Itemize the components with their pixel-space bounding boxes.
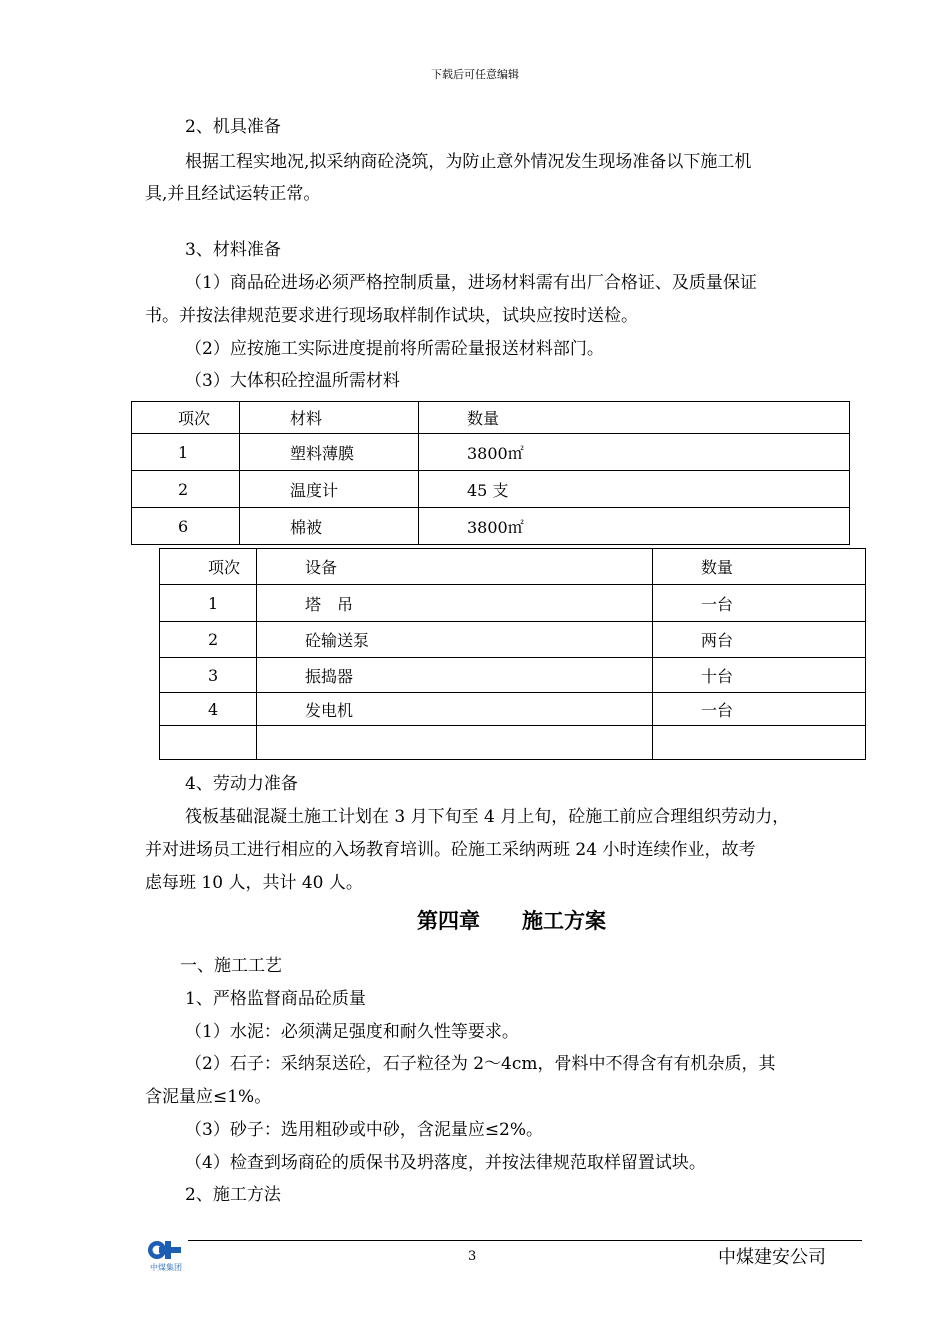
footer-divider xyxy=(188,1240,862,1241)
table-row xyxy=(160,693,866,726)
paragraph-line: （3）砂子：选用粗砂或中砂，含泥量应≤2%。 xyxy=(185,1120,544,1140)
table-header-cell: 项次 xyxy=(132,402,240,434)
section-heading: 3、材料准备 xyxy=(185,240,281,260)
paragraph-line: 并对进场员工进行相应的入场教育培训。砼施工采纳两班 24 小时连续作业，故考 xyxy=(145,840,756,860)
section-heading: 1、严格监督商品砼质量 xyxy=(185,989,366,1009)
paragraph-line: （2）石子：采纳泵送砼，石子粒径为 2～4cm，骨料中不得含有有机杂质，其 xyxy=(185,1054,776,1074)
table-row xyxy=(160,622,866,658)
page-header: 下载后可任意编辑 xyxy=(431,68,519,81)
table-header-cell: 项次 xyxy=(160,549,257,585)
paragraph-line: 筏板基础混凝土施工计划在 3 月下旬至 4 月上旬，砼施工前应合理组织劳动力， xyxy=(185,807,790,827)
table-header-cell: 数量 xyxy=(653,549,866,585)
table-header-cell: 数量 xyxy=(419,402,850,434)
paragraph-line: （1）商品砼进场必须严格控制质量，进场材料需有出厂合格证、及质量保证 xyxy=(185,273,757,293)
table-header-row xyxy=(132,402,850,434)
paragraph-line: （3）大体积砼控温所需材料 xyxy=(185,371,400,391)
table-cell: 4 xyxy=(160,693,257,726)
table-row xyxy=(132,471,850,508)
table-cell: 两台 xyxy=(653,622,866,658)
page-number: 3 xyxy=(468,1249,477,1264)
table-cell xyxy=(160,726,257,760)
paragraph-line: （4）检查到场商砼的质保书及坍落度，并按法律规范取样留置试块。 xyxy=(185,1153,706,1173)
table-header-cell: 材料 xyxy=(240,402,419,434)
equipment-table xyxy=(159,548,866,760)
paragraph-line: 根据工程实地况,拟采纳商砼浇筑，为防止意外情况发生现场准备以下施工机 xyxy=(185,152,752,172)
table-cell xyxy=(257,726,653,760)
table-cell: 3800㎡ xyxy=(419,508,850,545)
table-cell: 1 xyxy=(132,434,240,471)
table-cell: 一台 xyxy=(653,693,866,726)
section-heading: 一、施工工艺 xyxy=(180,956,282,976)
table-cell: 发电机 xyxy=(257,693,653,726)
table-cell: 振捣器 xyxy=(257,658,653,693)
table-header-row xyxy=(160,549,866,585)
table-cell: 温度计 xyxy=(240,471,419,508)
table-row xyxy=(160,658,866,693)
table-cell: 一台 xyxy=(653,585,866,622)
table-row xyxy=(160,726,866,760)
table-cell: 棉被 xyxy=(240,508,419,545)
table-cell: 3 xyxy=(160,658,257,693)
section-heading: 2、机具准备 xyxy=(185,117,281,137)
paragraph-line: （1）水泥：必须满足强度和耐久性等要求。 xyxy=(185,1022,519,1042)
paragraph-line: 含泥量应≤1%。 xyxy=(145,1087,272,1107)
chapter-title: 第四章 施工方案 xyxy=(417,909,606,933)
table-cell xyxy=(653,726,866,760)
table-cell: 6 xyxy=(132,508,240,545)
table-header-cell: 设备 xyxy=(257,549,653,585)
section-heading: 2、施工方法 xyxy=(185,1185,281,1205)
table-cell: 2 xyxy=(160,622,257,658)
table-cell: 塔 吊 xyxy=(257,585,653,622)
table-cell: 十台 xyxy=(653,658,866,693)
paragraph-line: 具,并且经试运转正常。 xyxy=(145,184,321,204)
paragraph-line: （2）应按施工实际进度提前将所需砼量报送材料部门。 xyxy=(185,339,604,359)
table-cell: 45 支 xyxy=(419,471,850,508)
table-row xyxy=(160,585,866,622)
paragraph-line: 书。并按法律规范要求进行现场取样制作试块，试块应按时送检。 xyxy=(145,306,638,326)
section-heading: 4、劳动力准备 xyxy=(185,774,298,794)
company-logo xyxy=(146,1238,186,1272)
materials-table xyxy=(131,401,850,545)
company-name: 中煤建安公司 xyxy=(718,1247,826,1268)
table-row xyxy=(132,434,850,471)
table-cell: 3800㎡ xyxy=(419,434,850,471)
table-cell: 2 xyxy=(132,471,240,508)
table-cell: 塑料薄膜 xyxy=(240,434,419,471)
table-row xyxy=(132,508,850,545)
table-cell: 砼输送泵 xyxy=(257,622,653,658)
logo-icon xyxy=(146,1238,186,1272)
logo-text: 中煤集团 xyxy=(150,1263,182,1272)
paragraph-line: 虑每班 10 人，共计 40 人。 xyxy=(145,873,363,893)
table-cell: 1 xyxy=(160,585,257,622)
